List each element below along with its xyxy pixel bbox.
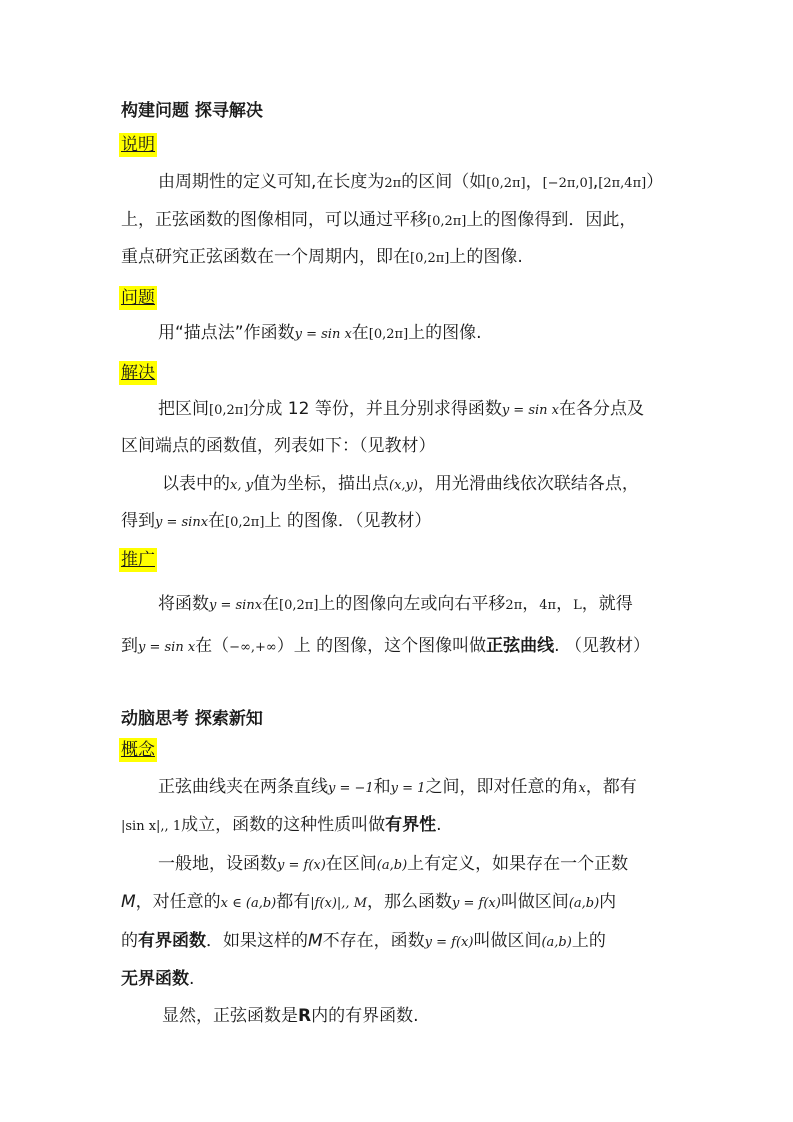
- text: ．如果这样的: [206, 931, 308, 951]
- text: 重点研究正弦函数在一个周期内，即在: [121, 247, 410, 267]
- text: 上的: [571, 931, 606, 951]
- text: .: [436, 815, 442, 835]
- tag-concept: 概念: [121, 740, 155, 760]
- text: 上，正弦函数的图像相同，可以通过平移: [121, 210, 427, 230]
- text: ，用光滑曲线依次联结各点，: [417, 474, 639, 494]
- math-interval: (a,b): [541, 935, 572, 950]
- text: 正弦曲线夹在两条直线: [158, 777, 328, 797]
- general-line-2: [121, 890, 616, 916]
- term-sine-curve: 正弦曲线: [486, 636, 555, 656]
- text: 在: [262, 594, 280, 614]
- math-2pi: 2π: [384, 176, 402, 191]
- explain-line-2: [121, 208, 636, 234]
- math-infinity-interval: −∞,+∞: [229, 640, 277, 655]
- text: 的: [121, 931, 138, 951]
- text: 到: [121, 636, 138, 656]
- text: 上的图像.: [449, 247, 523, 267]
- math-bound: |sin x|,, 1: [121, 819, 182, 834]
- text: 在各分点及: [559, 399, 644, 419]
- math-interval: [0,2π]: [279, 598, 319, 613]
- math-interval: (a,b): [376, 858, 408, 873]
- text: 和: [373, 777, 391, 797]
- math-interval: [2π,4π]: [598, 176, 647, 191]
- solve-line-3: [162, 472, 639, 498]
- explain-line-1: [158, 170, 663, 196]
- text: .: [189, 969, 195, 989]
- text: 在: [208, 511, 226, 531]
- text: ）上 的图像，这个图像叫做: [276, 636, 487, 656]
- math-interval: [0,2π]: [368, 327, 409, 342]
- math-function: y = sinx: [155, 515, 209, 530]
- text: 内的有界函数.: [311, 1006, 419, 1026]
- math-line: y = −1: [328, 781, 374, 796]
- text: 在: [351, 323, 369, 343]
- math-interval: [0,2π]: [410, 251, 450, 266]
- text: 把区间: [158, 399, 209, 419]
- text: 内: [599, 892, 617, 912]
- text: ）: [646, 172, 664, 192]
- text: 上 的图像．（见教材）: [264, 511, 432, 531]
- text: 显然，正弦函数是: [162, 1006, 298, 1026]
- text: 以表中的: [162, 474, 230, 494]
- math-function: y = sin x: [294, 327, 352, 342]
- math-line: y = 1: [390, 781, 426, 796]
- text: 上的图像.: [408, 323, 482, 343]
- text: 上有定义，如果存在一个正数: [407, 854, 629, 874]
- text: ，都有: [585, 777, 637, 797]
- term-unbounded-function: 无界函数: [121, 969, 189, 989]
- tag-extend: 推广: [121, 550, 155, 570]
- general-line-3: [121, 929, 606, 955]
- math-4pi: 4π: [539, 598, 557, 613]
- text: ，对任意的: [135, 892, 221, 912]
- tag-solve: 解决: [121, 363, 155, 383]
- solve-line-1: [158, 397, 644, 423]
- math-function: y = f(x): [424, 935, 474, 950]
- math-membership: x ∈ (a,b): [220, 896, 277, 911]
- math-point: (x,y): [388, 478, 418, 493]
- text: 由周期性的定义可知,在长度为: [158, 172, 385, 192]
- text: ,: [592, 172, 599, 192]
- text: . （见教材）: [554, 636, 650, 656]
- math-ellipsis: L: [573, 598, 582, 613]
- math-M: M: [308, 931, 323, 951]
- text: 成立，函数的这种性质叫做: [181, 815, 386, 835]
- math-interval: [0,2π]: [427, 214, 467, 229]
- text: 叫做区间: [473, 931, 542, 951]
- math-interval: [0,2π]: [209, 403, 249, 418]
- text: 一般地，设函数: [158, 854, 277, 874]
- text: ，那么函数: [367, 892, 453, 912]
- question-line: [158, 321, 482, 347]
- solve-line-4: [121, 509, 431, 535]
- general-line-4: [121, 967, 194, 991]
- extend-line-1: [158, 592, 633, 618]
- section-heading-think: 动脑思考 探索新知: [121, 709, 263, 729]
- text: ，: [522, 594, 540, 614]
- math-function: y = f(x): [452, 896, 501, 911]
- text: 用“描点法”作函数: [158, 323, 295, 343]
- math-interval: [−2π,0]: [542, 176, 593, 191]
- text: 不存在，函数: [322, 931, 425, 951]
- text: 得到: [121, 511, 155, 531]
- solve-line-2: 区间端点的函数值，列表如下：（见教材）: [121, 436, 436, 456]
- text: 值为坐标，描出点: [252, 474, 389, 494]
- term-real-numbers: R: [298, 1006, 312, 1026]
- math-xy: x, y: [230, 478, 253, 493]
- math-interval: [0,2π]: [225, 515, 265, 530]
- extend-line-2: [121, 634, 650, 660]
- tag-question: 问题: [121, 288, 155, 308]
- text: 之间，即对任意的角: [425, 777, 579, 797]
- math-function: y = sin x: [501, 403, 559, 418]
- text: 上的图像得到．因此，: [466, 210, 637, 230]
- math-2pi: 2π: [505, 598, 523, 613]
- math-interval: [0,2π]: [486, 176, 526, 191]
- text: ，: [525, 172, 543, 192]
- section-heading-build-problem: 构建问题 探寻解决: [121, 101, 263, 121]
- math-function: y = f(x): [277, 858, 326, 873]
- math-function: y = sin x: [138, 640, 196, 655]
- math-bound: |f(x)|,, M: [310, 896, 368, 911]
- text: 分成 12 等份，并且分别求得函数: [248, 399, 502, 419]
- concept-line-2: [121, 813, 442, 839]
- text: 的区间（如: [401, 172, 487, 192]
- concept-line-1: [158, 775, 637, 801]
- text: 将函数: [158, 594, 209, 614]
- text: 在（: [195, 636, 230, 656]
- math-function: y = sinx: [209, 598, 263, 613]
- text: 上的图像向左或向右平移: [318, 594, 506, 614]
- explain-line-3: [121, 245, 523, 271]
- text: 叫做区间: [500, 892, 569, 912]
- math-x: x: [578, 781, 586, 796]
- tag-explain: 说明: [121, 135, 155, 155]
- term-boundedness: 有界性: [385, 815, 437, 835]
- math-M: M: [121, 892, 136, 912]
- general-line-1: [158, 852, 628, 878]
- text: ，: [556, 594, 574, 614]
- text: 在区间: [325, 854, 377, 874]
- text: 都有: [276, 892, 311, 912]
- obvious-line: [162, 1004, 419, 1028]
- term-bounded-function: 有界函数: [138, 931, 206, 951]
- math-interval: (a,b): [568, 896, 600, 911]
- text: ，就得: [581, 594, 633, 614]
